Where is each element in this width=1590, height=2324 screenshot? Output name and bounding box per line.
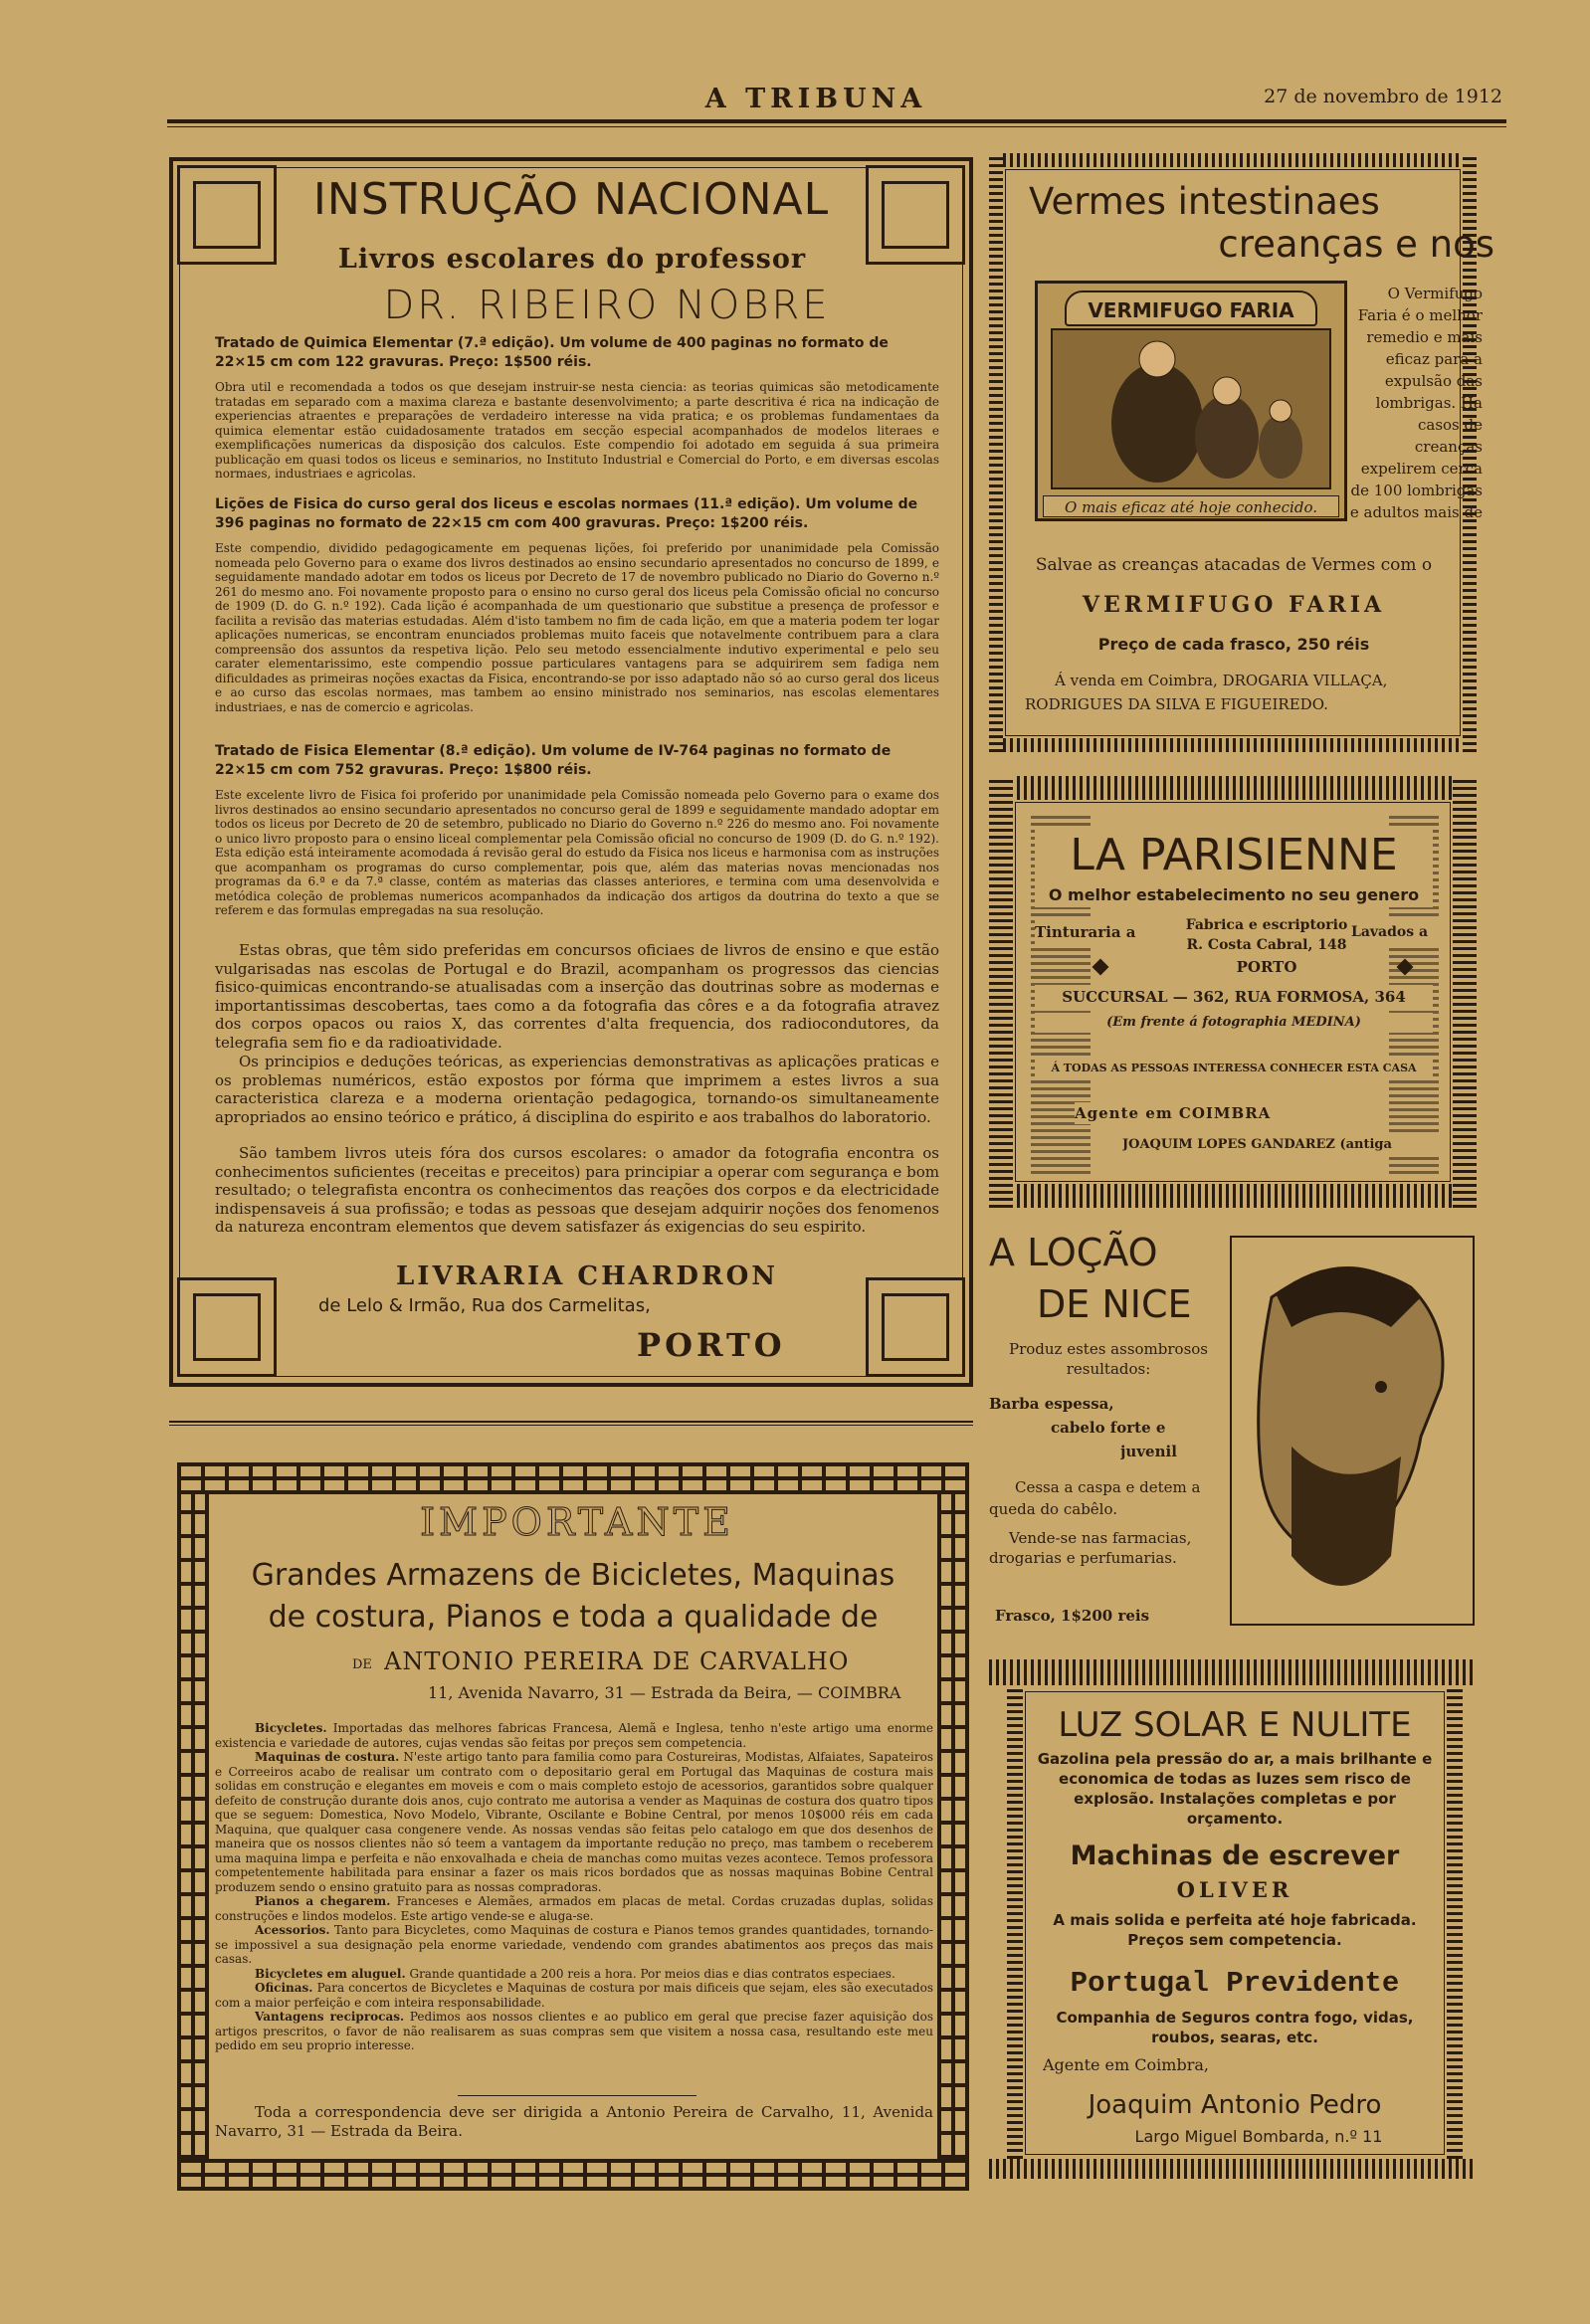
parisienne-agent: JOAQUIM LOPES GANDAREZ (antiga bbox=[1122, 1134, 1443, 1156]
column-divider bbox=[169, 1425, 973, 1426]
importante-items bbox=[215, 1721, 933, 2089]
item-text: Importadas das melhores fabricas Francesa, Alemã e Inglesa, tenho n'este artigo uma enorme existencia e variedade de autores, cujas vendas são feitas por preços sem competencia. bbox=[215, 1721, 933, 1750]
parisienne-agent-label: Agente em COIMBRA bbox=[1075, 1102, 1373, 1124]
parisienne-tagline: O melhor estabelecimento no seu genero bbox=[1035, 883, 1433, 907]
publisher-city: PORTO bbox=[637, 1326, 786, 1364]
greek-key-border bbox=[177, 1494, 209, 2159]
vermes-side-text: O Vermifugo Faria é o melhor remedio e mais eficaz para a expulsão das lombrigas. Ha casos de creanças expelirem cerca de 100 lombrigas e adultos mais de bbox=[1349, 285, 1483, 521]
item-text: Franceses e Alemães, armados em placas de metal. Cordas cruzadas duplas, solidas construções e lindos modelos. Este artigo vende-se e aluga-se. bbox=[215, 1894, 933, 1923]
vermes-brand: VERMIFUGO FARIA bbox=[1082, 592, 1386, 618]
parisienne-note: (Em frente á fotographia MEDINA) bbox=[1035, 1013, 1433, 1033]
hatched-border bbox=[1007, 1685, 1023, 2159]
item-label: Pianos a chegarem. bbox=[255, 1894, 391, 1908]
owner-prefix: DE bbox=[352, 1657, 372, 1672]
luzsolar-text: Gazolina pela pressão do ar, a mais brilhante e economica de todas as luzes sem risco de explosão. Instalações completas e por orçamento. bbox=[1037, 1750, 1433, 1828]
parisienne-center: Fabrica e escriptorio bbox=[1182, 915, 1351, 935]
item-aluguel bbox=[215, 1967, 933, 1982]
parisienne-right: Lavados a bbox=[1351, 919, 1447, 945]
locao-result: juvenil bbox=[1120, 1443, 1177, 1460]
item-bicycletes bbox=[215, 1721, 933, 1750]
hatched-border bbox=[1453, 776, 1477, 1208]
machinas-heading: Machinas de escrever bbox=[1070, 1840, 1400, 1871]
instrucao-author: DR. RIBEIRO NOBRE bbox=[383, 283, 831, 328]
importante-line1: Grandes Armazens de Bicicletes, Maquinas bbox=[251, 1558, 895, 1593]
luzsolar-heading: LUZ SOLAR E NULITE bbox=[1058, 1705, 1412, 1745]
item-text: Para concertos de Bicycletes e Maquinas de costura por mais dificeis que sejam, eles são executados com a maior perfeição e com inteira responsabilidade. bbox=[215, 1981, 933, 2010]
corner-knot-ornament bbox=[882, 181, 949, 249]
hatched-border bbox=[989, 153, 1003, 752]
corner-knot-ornament bbox=[193, 1293, 261, 1361]
book3-text: Este excelente livro de Fisica foi proferido por unanimidade pela Comissão nomeada pelo Governo para o exame dos livros destinados ao ensino secundario apresentados no concurso geral de 1899 e seguidamente mandado adoptar em todos os liceus por Decreto de 20 de setembro, publicado no Diario do Governo n.º 226 do mesmo ano. Foi novamente o unico livro proposto para o ensino liceal complementar pela Comissão oficial no concurso de 1909 (D. do G. n.º 192). Esta edição está inteiramente acomodada á revisão geral do estudo da Fisica nos liceus e harmonisa com as instruções que acompanham os programas do curso complementar, pois que, além das materias novas mencionadas nos programas da 6.ª e da 7.ª classe, contém as materias das classes anteriores, e termina com uma desenvolvida e metódica coleção de problemas numericos acompanhados da indicação dos artigos da doutrina do texto a que se referem e das formulas empregadas na sua resolução. bbox=[215, 788, 939, 917]
previdente-heading: Portugal Previdente bbox=[1070, 1967, 1400, 2000]
vermes-sale: Á venda em Coimbra, DROGARIA VILLAÇA, RODRIGUES DA SILVA E FIGUEIREDO. bbox=[1025, 672, 1388, 713]
importante-heading: IMPORTANTE bbox=[420, 1500, 734, 1544]
hatched-border bbox=[1447, 1685, 1463, 2159]
item-text: Tanto para Bicycletes, como Maquinas de costura e Pianos temos grandes quantidades, tornando-se impossivel a sua designação pela enorme variedade, vendendo com grandes abatimentos aos preços das mais casas. bbox=[215, 1923, 933, 1966]
instrucao-paragraph: São tambem livros uteis fóra dos cursos escolares: o amador da fotografia encontra os conhecimentos suficientes (receitas e preceitos) para principiar a operar com segurança e bom resultado; o telegrafista encontra os conhecimentos das reações dos corpos e da electricidade indispensaveis á sua profissão; e todas as pessoas que desejam adquirir noções dos fenomenos da natureza encontram elementos que devem satisfazer ás exigencias do seu espirito. bbox=[215, 1144, 939, 1236]
oliver-brand: OLIVER bbox=[1176, 1877, 1293, 1902]
vermes-line1: Salvae as creanças atacadas de Vermes com o bbox=[1035, 555, 1433, 575]
hatched-border bbox=[989, 1659, 1477, 1685]
item-label: Bicycletes. bbox=[255, 1721, 327, 1735]
item-text: Pedimos aos nossos clientes e ao publico em geral que precise fazer aquisição dos artigos prescritos, o favor de não realisarem as suas compras sem que visitem a nossa casa, resultando este meu pedido em seu proprio interesse. bbox=[215, 2010, 933, 2052]
bearded-man-portrait bbox=[1232, 1238, 1473, 1624]
owner-address: 11, Avenida Navarro, 31 — Estrada da Beira, — COIMBRA bbox=[428, 1683, 901, 1702]
locao-vende: Vende-se nas farmacias, drogarias e perfumarias. bbox=[989, 1529, 1192, 1567]
vermifugo-caption: O mais eficaz até hoje conhecido. bbox=[1043, 495, 1339, 517]
importante-footer: Toda a correspondencia deve ser dirigida a Antonio Pereira de Carvalho, 11, Avenida Navarro, 31 — Estrada da Beira. bbox=[215, 2103, 933, 2140]
parisienne-center: PORTO bbox=[1182, 957, 1351, 977]
greek-key-border bbox=[937, 1494, 969, 2159]
item-pianos bbox=[215, 1894, 933, 1923]
item-text: N'este artigo tanto para familia como para Costureiras, Modistas, Alfaiates, Sapateiros e Correeiros acabo de realisar um contrato com o depositario geral em Portugal das Maquinas de costura mais solidas em construção e elegantes em moveis e com o mais completo estojo de acessorios, garantidos sobre qualquer defeito de construção durante dois anos, cujo contrato me autorisa a vender as Maquinas de costura dos quatro tipos que se seguem: Domestica, Novo Modelo, Vibrante, Oscilante e Bobine Central, por menos 10$000 réis em cada Maquina, que qualquer casa congenere vende. As nossas vendas são feitas pelo catalogo em que dos desenhos de maneira que os nossos clientes não só teem a vantagem da importante redução no preço, mas tambem o receberem uma maquina limpa e perfeita e não enxovalhada e cheia de manchas como muitas vezes acontece. Temos professora competentemente habilitada para ensinar a fazer os mais ricos bordados que as nossas maquinas Bobine Central produzem sendo o ensino gratuito para as nossas compradoras. bbox=[215, 1750, 933, 1894]
hatched-border bbox=[989, 738, 1477, 752]
vermifugo-badge: VERMIFUGO FARIA bbox=[1065, 290, 1317, 326]
locao-result: cabelo forte e bbox=[1051, 1419, 1166, 1437]
greek-key-border bbox=[177, 2159, 969, 2191]
publisher-name: LIVRARIA CHARDRON bbox=[396, 1261, 778, 1291]
item-label: Bicycletes em aluguel. bbox=[255, 1966, 406, 1981]
item-label: Vantagens reciprocas. bbox=[255, 2010, 405, 2024]
book2-title: Lições de Fisica do curso geral dos liceus e escolas normaes (11.ª edição). Um volume de 396 paginas no formato de 22×15 cm com 400 gravuras. Preço: 1$200 réis. bbox=[215, 496, 918, 531]
publisher-address: de Lelo & Irmão, Rua dos Carmelitas, bbox=[318, 1295, 651, 1316]
instrucao-paragraph: Estas obras, que têm sido preferidas em concursos oficiaes de livros de ensino e que estão vulgarisadas nas escolas de Portugal e do Brazil, acompanham os progressos das ciencias fisico-quimicas encontrando-se atualisadas com a inserção das doutrinas sobre as modernas e importantissimas descobertas, taes como a da fotografia das côres e a da fotografia atravez dos corpos opacos ou raios X, das correntes d'alta frequencia, dos radiocondutores, da telegrafia sem fio e da radioatividade. bbox=[215, 941, 939, 1052]
book1-text: Obra util e recomendada a todos os que desejam instruir-se nesta ciencia: as teorias quimicas são metodicamente tratadas em separado com a maxima clareza e bastante desenvolvimento; a parte descritiva é rica na indicação de experiencias atraentes e preparações de verdadeiro interesse na vida pratica; e os problemas fundamentaes da quimica elementar estão cuidadosamente tratados em secção especial acompanhados de modelos literaes e exemplificações numericas da disposição dos calculos. Este compendio foi adotado em seguida á sua primeira publicação em quasi todos os liceus e seminarios, no Instituto Industrial e Comercial do Porto, e em diversas escolas normaes, industriaes e agricolas. bbox=[215, 380, 939, 481]
luzsolar-agent-name: Joaquim Antonio Pedro bbox=[1088, 2090, 1382, 2120]
locao-cessa: Cessa a caspa e detem a queda do cabêlo. bbox=[989, 1478, 1201, 1518]
parisienne-succursal: SUCCURSAL — 362, RUA FORMOSA, 364 bbox=[1035, 985, 1433, 1009]
oliver-text: A mais solida e perfeita até hoje fabricada. Preços sem competencia. bbox=[1053, 1911, 1417, 1949]
item-acessorios bbox=[215, 1923, 933, 1967]
hatched-border bbox=[989, 2159, 1477, 2179]
header-rule bbox=[167, 119, 1506, 123]
instrucao-paragraph: Os principios e deduções teóricas, as experiencias demonstrativas as aplicações praticas e os problemas numéricos, estão expostos por fórma que imprimem a estes livros a sua caracteristica clareza e a moderna orientação pedagogica, tornando-os simultaneamente apropriados ao ensino teórico e prático, á disciplina do espirito e aos trabalhos do laboratorio. bbox=[215, 1053, 939, 1126]
instrucao-subheading: Livros escolares do professor bbox=[337, 244, 807, 275]
book1-title: Tratado de Quimica Elementar (7.ª edição). Um volume de 400 paginas no formato de 22×15 cm com 122 gravuras. Preço: 1$500 réis. bbox=[215, 335, 889, 370]
book2-text: Este compendio, dividido pedagogicamente em pequenas lições, foi preferido por unanimidade pela Comissão nomeada pelo Governo para o exame dos livros destinados ao ensino secundario apresentados no concurso de 1899, e seguidamente mandado adotar em todos os liceus por Decreto de 17 de novembro publicado no Diario do Governo n.º 261 do mesmo ano. Foi novamente proposto para o ensino no curso geral dos liceus pela Comissão oficial no concurso de 1909 (D. do G. n.º 192). Cada lição é acompanhada de um questionario que substitue a presença de professor e facilita a revisão das materias estudadas. Além d'isto tambem no fim de cada lição, em que a materia podem ter logar aplicações numericas, se encontram enunciados problemas muito faceis que notavelmente contribuem para a clara compreensão dos assuntos da respetiva lição. Pelo seu metodo essencialmente indutivo experimental e pelo seu carater elementarissimo, este compendio possue particulares vantagens para se adquirirem sem fadiga nem dificuldades as primeiras noções exactas da Fisica, encontrando-se por isso adaptado não só ao curso geral dos liceus e ao curso das escolas normaes, mas tambem ao ensino ministrado nos seminarios, nas escolas elementares industriaes, e nas de comercio e agricolas. bbox=[215, 541, 939, 714]
newspaper-title: A TRIBUNA bbox=[704, 84, 927, 114]
column-divider bbox=[169, 1421, 973, 1423]
importante-line2: de costura, Pianos e toda a qualidade de bbox=[268, 1600, 879, 1635]
item-label: Acessorios. bbox=[255, 1923, 330, 1937]
locao-produz: Produz estes assombrosos resultados: bbox=[1009, 1340, 1208, 1378]
locao-result: Barba espessa, bbox=[989, 1395, 1114, 1413]
locao-portrait-frame bbox=[1230, 1236, 1475, 1626]
item-oficinas bbox=[215, 1981, 933, 2010]
vermes-heading-1: Vermes intestinaes bbox=[1029, 180, 1380, 223]
item-maquinas bbox=[215, 1750, 933, 1894]
parisienne-center: R. Costa Cabral, 148 bbox=[1182, 935, 1351, 955]
luzsolar-address: Largo Miguel Bombarda, n.º 11 bbox=[1134, 2127, 1383, 2146]
owner-name: ANTONIO PEREIRA DE CARVALHO bbox=[384, 1647, 850, 1675]
item-label: Oficinas. bbox=[255, 1981, 313, 1995]
issue-date: 27 de novembro de 1912 bbox=[1264, 86, 1502, 107]
corner-knot-ornament bbox=[882, 1293, 949, 1361]
corner-knot-ornament bbox=[193, 181, 261, 249]
vermes-heading-2: creanças e nos bbox=[1218, 223, 1494, 266]
locao-heading-1: A LOÇÃO bbox=[989, 1231, 1158, 1274]
importante-divider bbox=[458, 2095, 696, 2096]
instrucao-heading: INSTRUÇÃO NACIONAL bbox=[312, 174, 830, 225]
item-label: Maquinas de costura. bbox=[255, 1750, 400, 1764]
item-text: Grande quantidade a 200 reis a hora. Por meios dias e dias contratos especiaes. bbox=[409, 1966, 895, 1981]
book3-title: Tratado de Fisica Elementar (8.ª edição). Um volume de IV-764 paginas no formato de 22×15 cm com 752 gravuras. Preço: 1$800 réis. bbox=[215, 743, 892, 778]
vermes-price: Preço de cada frasco, 250 réis bbox=[1097, 635, 1370, 654]
locao-price: Frasco, 1$200 reis bbox=[995, 1607, 1150, 1625]
locao-heading-2: DE NICE bbox=[1037, 1282, 1192, 1326]
parisienne-name: LA PARISIENNE bbox=[1035, 828, 1433, 883]
hatched-border bbox=[989, 776, 1477, 800]
greek-key-border bbox=[177, 1462, 969, 1494]
parisienne-left: Tinturaria a bbox=[1035, 919, 1184, 945]
luzsolar-agent: Agente em Coimbra, bbox=[1043, 2055, 1209, 2074]
parisienne-interest: Á TODAS AS PESSOAS INTERESSA CONHECER ESTA CASA bbox=[1035, 1059, 1433, 1078]
item-vantagens bbox=[215, 2010, 933, 2053]
header-rule-thin bbox=[167, 126, 1506, 127]
hatched-border bbox=[989, 153, 1477, 167]
hatched-border bbox=[989, 1184, 1477, 1208]
hatched-border bbox=[989, 776, 1013, 1208]
previdente-text: Companhia de Seguros contra fogo, vidas, roubos, searas, etc. bbox=[1056, 2009, 1414, 2046]
